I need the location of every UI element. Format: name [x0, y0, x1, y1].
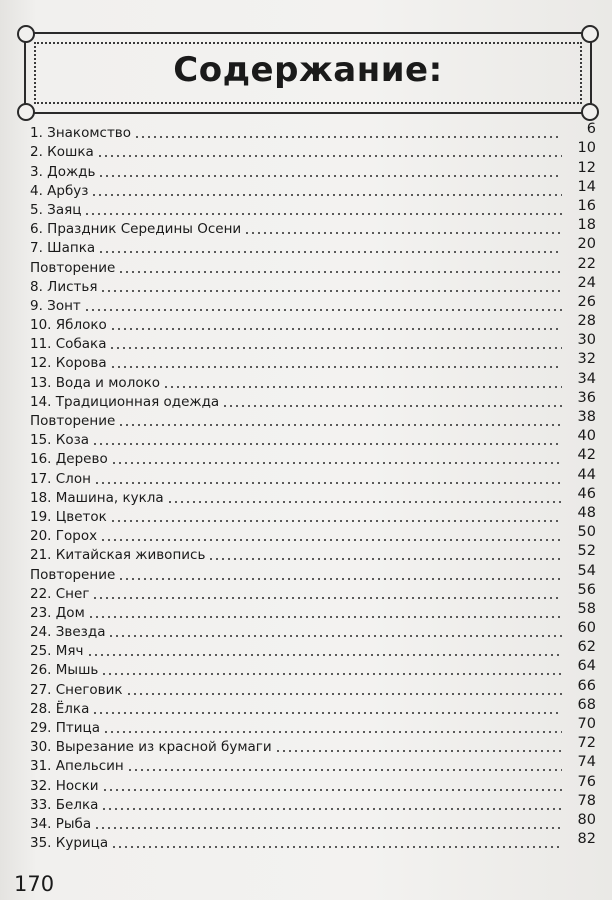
toc-entry	[30, 199, 596, 218]
toc-entry	[30, 141, 596, 160]
toc-entry-page: 52	[577, 543, 596, 560]
toc-entry-page: 44	[577, 466, 596, 483]
toc-entry	[30, 256, 596, 275]
toc-entry-page: 68	[577, 696, 596, 713]
toc-dot-leader	[91, 194, 562, 196]
toc-entry-page: 54	[577, 562, 596, 579]
toc-entry	[30, 544, 596, 563]
toc-entry	[30, 794, 596, 813]
toc-dot-leader	[108, 635, 562, 637]
toc-entry-label: 25. Мяч	[30, 643, 84, 660]
toc-entry-page: 50	[577, 524, 596, 541]
toc-entry	[30, 659, 596, 678]
toc-entry-page: 48	[577, 504, 596, 521]
toc-entry-label: 17. Слон	[30, 470, 91, 487]
toc-dot-leader	[109, 347, 562, 349]
toc-entry-label: 29. Птица	[30, 720, 101, 736]
toc-entry-label: 26. Мышь	[30, 662, 99, 679]
toc-dot-leader	[208, 558, 562, 560]
toc-entry	[30, 736, 596, 755]
toc-entry	[30, 295, 596, 314]
toc-dot-leader	[111, 846, 562, 848]
toc-entry-label: Повторение	[30, 413, 116, 429]
toc-dot-leader	[100, 539, 562, 541]
toc-entry	[30, 314, 596, 333]
toc-dot-leader	[222, 405, 562, 407]
toc-dot-leader	[110, 520, 562, 522]
toc-entry-label: 16. Дерево	[30, 451, 108, 468]
toc-entry	[30, 487, 596, 506]
table-of-contents	[30, 122, 596, 851]
toc-entry-label: Повторение	[30, 566, 116, 583]
toc-entry-page: 58	[577, 600, 596, 617]
toc-entry	[30, 218, 596, 237]
toc-dot-leader	[134, 136, 562, 138]
toc-entry-page: 18	[577, 217, 596, 234]
toc-entry-label: 13. Вода и молоко	[30, 374, 160, 391]
toc-entry-page: 32	[577, 351, 596, 368]
toc-entry-label: 22. Снег	[30, 585, 90, 602]
toc-entry-label: 2. Кошка	[30, 144, 94, 161]
toc-entry	[30, 448, 596, 467]
toc-dot-leader	[244, 232, 562, 234]
toc-dot-leader	[84, 213, 562, 215]
toc-entry-label: 27. Снеговик	[30, 681, 123, 698]
page-number: 170	[14, 872, 55, 896]
toc-entry-page: 78	[577, 792, 596, 809]
toc-entry	[30, 678, 596, 697]
toc-entry-page: 28	[577, 313, 596, 330]
toc-dot-leader	[118, 578, 562, 580]
toc-dot-leader	[101, 673, 562, 675]
toc-dot-leader	[103, 731, 562, 733]
toc-entry	[30, 122, 596, 141]
toc-entry	[30, 525, 596, 544]
toc-entry-page: 46	[577, 485, 596, 502]
toc-dot-leader	[118, 271, 562, 273]
frame-corner-ornament	[581, 103, 599, 121]
page-title: Содержание:	[173, 50, 443, 90]
toc-entry	[30, 602, 596, 621]
toc-entry	[30, 832, 596, 851]
toc-entry	[30, 160, 596, 179]
toc-entry-label: 18. Машина, кукла	[30, 489, 164, 506]
toc-entry	[30, 583, 596, 602]
toc-entry-label: 21. Китайская живопись	[30, 547, 206, 564]
toc-entry	[30, 410, 596, 429]
toc-dot-leader	[92, 597, 562, 599]
toc-entry	[30, 467, 596, 486]
toc-entry-page: 72	[577, 735, 596, 752]
toc-dot-leader	[94, 482, 562, 484]
toc-entry-page: 24	[577, 274, 596, 291]
toc-entry-label: 3. Дождь	[30, 163, 96, 180]
toc-entry-page: 38	[577, 409, 596, 425]
toc-entry-page: 56	[577, 581, 596, 598]
toc-entry-label: 33. Белка	[30, 796, 99, 813]
toc-entry	[30, 774, 596, 793]
toc-entry-page: 80	[577, 811, 596, 828]
toc-dot-leader	[102, 789, 562, 791]
toc-entry-label: Повторение	[30, 259, 116, 276]
toc-entry	[30, 391, 596, 410]
toc-entry-label: 32. Носки	[30, 777, 99, 794]
toc-entry-page: 36	[577, 389, 596, 406]
toc-dot-leader	[110, 328, 562, 330]
toc-entry-page: 60	[577, 620, 596, 637]
toc-entry-label: 20. Горох	[30, 528, 98, 545]
toc-entry-page: 70	[577, 716, 596, 732]
toc-dot-leader	[275, 750, 562, 752]
toc-entry	[30, 237, 596, 256]
toc-entry-label: 9. Зонт	[30, 297, 81, 314]
toc-entry-page: 62	[577, 639, 596, 656]
toc-entry-page: 6	[586, 121, 596, 138]
toc-entry-page: 20	[577, 236, 596, 253]
toc-dot-leader	[98, 251, 562, 253]
toc-dot-leader	[92, 443, 562, 445]
toc-entry-label: 1. Знакомство	[30, 125, 132, 142]
toc-entry-page: 74	[577, 754, 596, 771]
toc-entry-label: 6. Праздник Середины Осени	[30, 221, 242, 238]
toc-entry-label: 24. Звезда	[30, 624, 106, 641]
toc-entry-label: 15. Коза	[30, 432, 90, 449]
toc-dot-leader	[97, 155, 562, 157]
toc-entry	[30, 333, 596, 352]
toc-entry-label: 19. Цветок	[30, 508, 107, 525]
toc-entry-page: 12	[577, 159, 596, 176]
toc-dot-leader	[127, 769, 562, 771]
toc-dot-leader	[92, 712, 562, 714]
toc-entry	[30, 429, 596, 448]
toc-dot-leader	[163, 386, 562, 388]
toc-entry-page: 64	[577, 658, 596, 675]
toc-entry-label: 30. Вырезание из красной бумаги	[30, 739, 272, 756]
toc-entry-label: 31. Апельсин	[30, 758, 124, 775]
toc-entry	[30, 276, 596, 295]
toc-entry-label: 23. Дом	[30, 604, 85, 621]
toc-entry-page: 10	[577, 140, 596, 157]
toc-entry	[30, 640, 596, 659]
toc-dot-leader	[101, 808, 562, 810]
toc-entry	[30, 563, 596, 582]
toc-entry-page: 14	[577, 178, 596, 195]
toc-entry-page: 26	[577, 293, 596, 310]
toc-entry-label: 28. Ёлка	[30, 700, 90, 717]
toc-entry-page: 34	[577, 370, 596, 387]
toc-entry-page: 42	[577, 447, 596, 464]
toc-entry-label: 5. Заяц	[30, 201, 82, 218]
toc-entry-label: 10. Яблоко	[30, 317, 107, 334]
toc-dot-leader	[87, 654, 562, 656]
toc-entry-label: 11. Собака	[30, 336, 107, 353]
toc-entry-page: 22	[577, 255, 596, 272]
toc-dot-leader	[110, 366, 562, 368]
toc-entry-label: 7. Шапка	[30, 240, 96, 257]
toc-entry-label: 34. Рыба	[30, 815, 92, 832]
toc-entry	[30, 755, 596, 774]
toc-entry	[30, 717, 596, 736]
toc-entry-page: 16	[577, 197, 596, 214]
toc-dot-leader	[111, 462, 562, 464]
toc-entry-label: 8. Листья	[30, 278, 98, 295]
toc-dot-leader	[100, 290, 562, 292]
toc-dot-leader	[84, 309, 562, 311]
toc-entry-page: 40	[577, 428, 596, 445]
title-frame	[24, 32, 592, 114]
toc-entry-page: 30	[577, 332, 596, 349]
toc-dot-leader	[167, 501, 562, 503]
toc-entry	[30, 621, 596, 640]
toc-dot-leader	[126, 693, 562, 695]
toc-entry	[30, 813, 596, 832]
toc-entry-label: 35. Курица	[30, 835, 109, 852]
frame-corner-ornament	[17, 103, 35, 121]
toc-entry	[30, 352, 596, 371]
toc-entry	[30, 180, 596, 199]
toc-entry-page: 66	[577, 677, 596, 694]
toc-dot-leader	[88, 616, 562, 618]
toc-entry	[30, 506, 596, 525]
toc-entry-label: 14. Традиционная одежда	[30, 393, 220, 410]
toc-entry-label: 12. Корова	[30, 355, 107, 372]
toc-entry-label: 4. Арбуз	[30, 182, 89, 199]
toc-entry-page: 82	[577, 831, 596, 848]
toc-entry	[30, 371, 596, 390]
toc-entry-page: 76	[577, 773, 596, 790]
toc-dot-leader	[94, 827, 562, 829]
toc-dot-leader	[98, 175, 562, 177]
toc-dot-leader	[118, 424, 562, 426]
toc-entry	[30, 698, 596, 717]
